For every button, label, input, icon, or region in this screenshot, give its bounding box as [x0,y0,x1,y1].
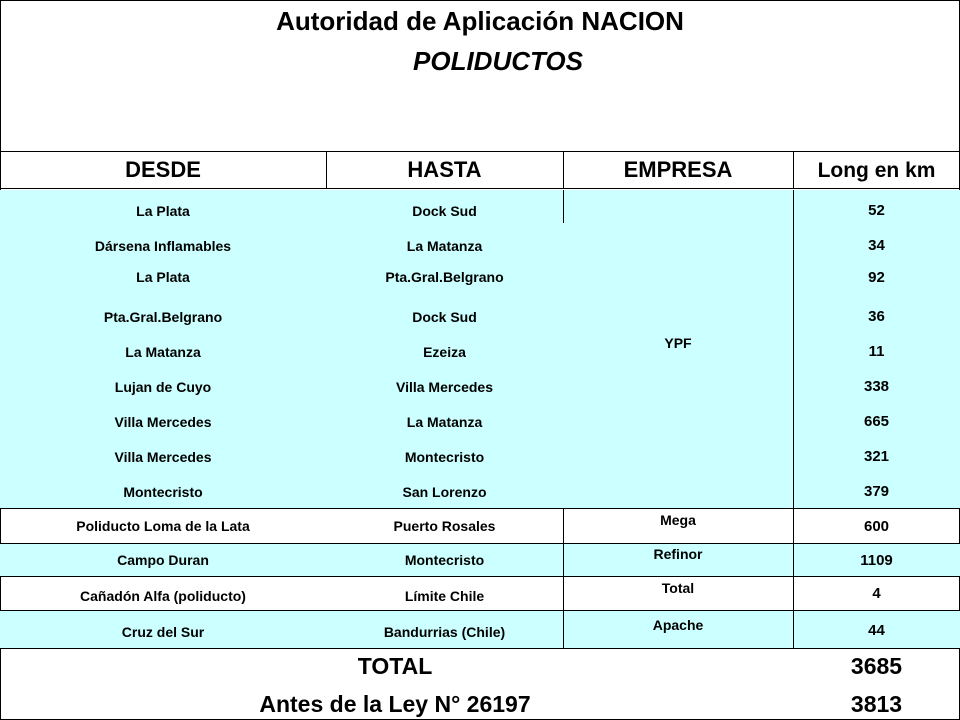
row-km: 379 [863,483,890,500]
row-km: 36 [868,308,885,325]
total-value: 3685 [850,653,903,679]
header-desde: DESDE [0,151,326,189]
row-km: 1109 [860,552,893,569]
row-divider [0,610,960,611]
row-desde: Montecristo [123,484,203,500]
row-empresa: Refinor [653,546,703,562]
header-hasta: HASTA [326,151,563,189]
ypf-merge-line [563,223,793,224]
row-desde: Cruz del Sur [121,624,205,640]
total-label: TOTAL [357,653,433,679]
row-km: 34 [868,237,885,254]
row-hasta: Montecristo [404,552,485,568]
page-title: Autoridad de Aplicación NACION [276,6,684,36]
header-divider [563,151,564,189]
row-km: 4 [872,585,881,602]
row-desde: Villa Mercedes [114,414,212,430]
header-long-km: Long en km [793,151,960,189]
row-desde: La Matanza [125,344,201,360]
row-desde: Cañadón Alfa (poliducto) [80,588,246,604]
row-divider [0,576,960,577]
row-hasta: Villa Mercedes [395,379,494,395]
header-divider [793,151,794,189]
row-desde: Lujan de Cuyo [114,379,212,395]
row-desde: Pta.Gral.Belgrano [103,309,223,325]
row-hasta: Dock Sud [412,203,477,219]
row-hasta: Montecristo [404,449,485,465]
page-subtitle: POLIDUCTOS [413,46,583,76]
header-divider [326,151,327,189]
ypf-divider-left [563,190,564,223]
row-empresa: Mega [660,512,696,528]
antes-ley-label: Antes de la Ley N° 26197 [259,691,531,717]
row-hasta: Bandurrias (Chile) [383,624,506,640]
row-empresa: Total [661,580,695,596]
row-desde: La Plata [136,269,190,285]
ypf-empresa: YPF [664,335,692,351]
row-km: 44 [868,622,885,639]
row-hasta: Puerto Rosales [393,518,496,534]
row-km: 338 [863,378,890,395]
row-hasta: Dock Sud [412,309,477,325]
row-km: 600 [863,518,890,535]
row-hasta: San Lorenzo [402,484,487,500]
row-desde: Campo Duran [117,552,209,568]
row-km: 92 [868,269,885,286]
row-hasta: Ezeiza [423,344,466,360]
row-km: 665 [863,413,890,430]
row-hasta: Pta.Gral.Belgrano [385,269,504,285]
header-empresa: EMPRESA [563,151,793,189]
row-hasta: La Matanza [406,414,483,430]
row-empresa: Apache [652,617,704,633]
row-desde: Poliducto Loma de la Lata [76,518,250,534]
row-km: 11 [868,343,885,360]
row-divider [0,508,960,509]
row-km: 321 [863,448,890,465]
row-km: 52 [868,202,885,219]
antes-ley-value: 3813 [850,691,903,717]
row-desde: Dársena Inflamables [94,238,232,254]
row-divider [0,543,960,544]
row-desde: La Plata [136,203,190,219]
row-hasta: La Matanza [406,238,483,254]
row-desde: Villa Mercedes [114,449,212,465]
row-hasta: Límite Chile [404,588,485,604]
row-divider [0,648,960,649]
